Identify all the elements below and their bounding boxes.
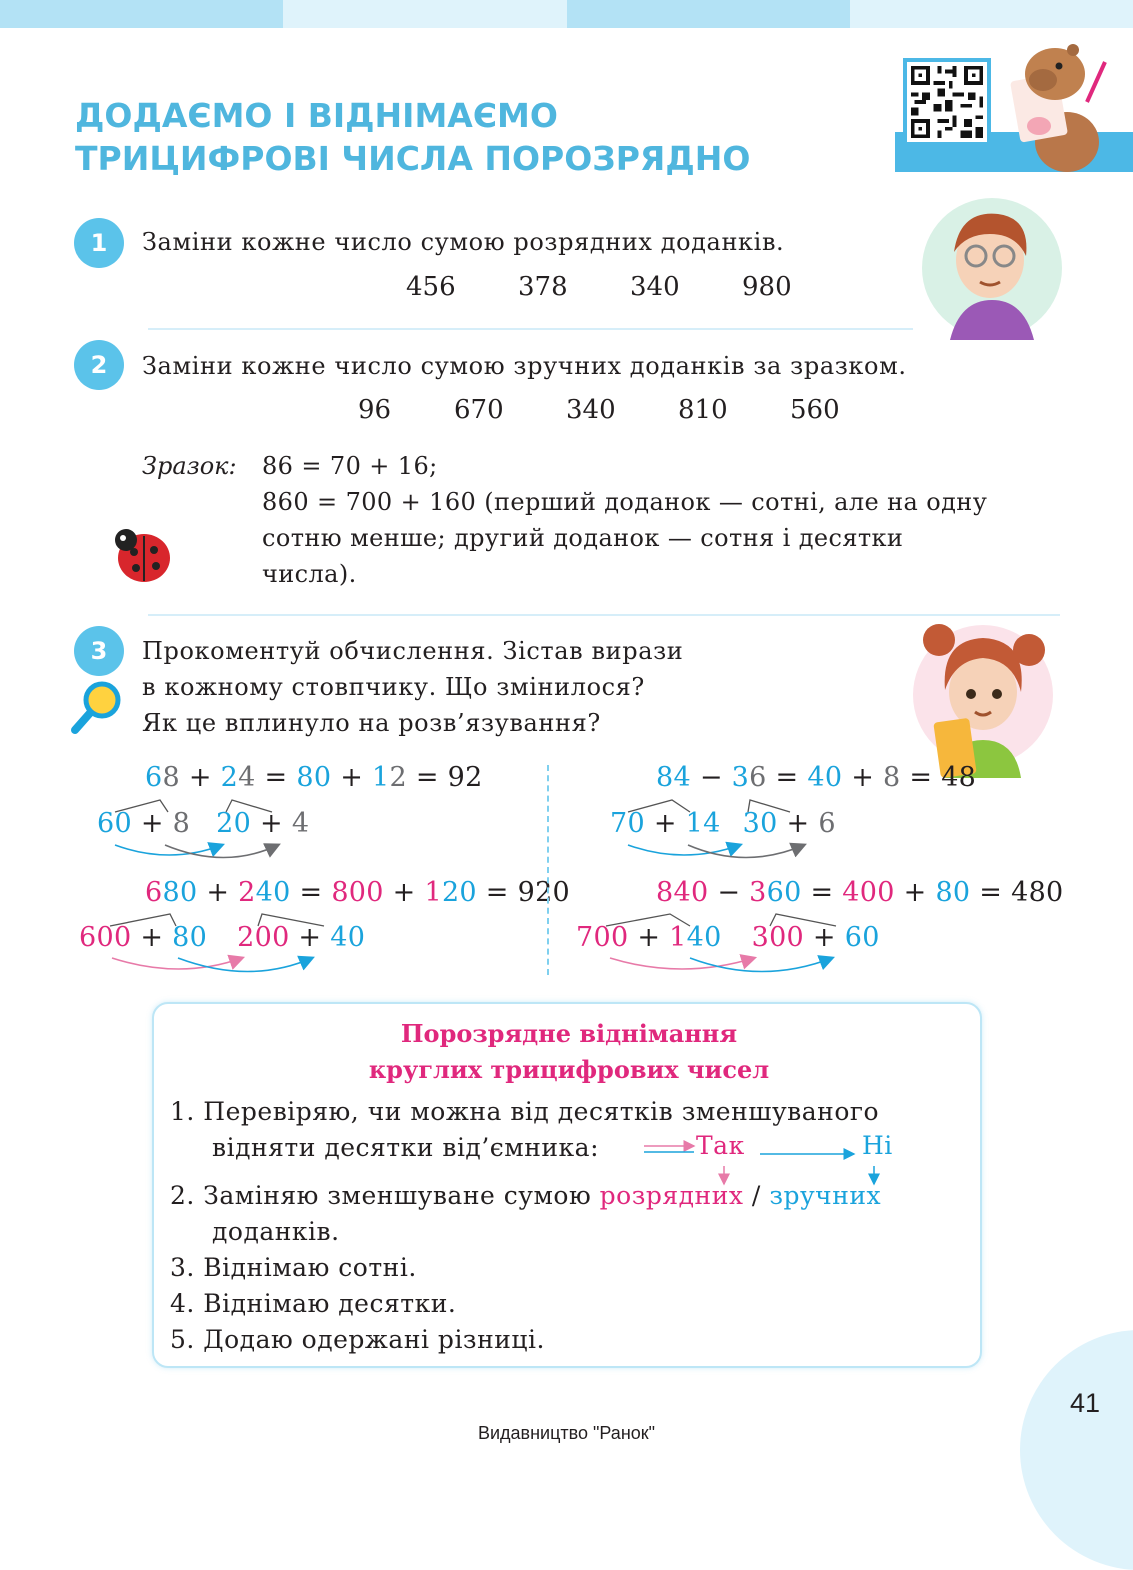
- rule-no: Ні: [862, 1131, 893, 1160]
- task-1-number: 456: [406, 272, 456, 302]
- eq-part: 8: [172, 808, 191, 839]
- eq-digit: 3: [749, 877, 767, 908]
- eq-operator: +: [131, 922, 173, 953]
- equation-3-split: [79, 922, 365, 953]
- eq-part: 14: [685, 808, 721, 839]
- eq-operator: +: [644, 808, 686, 839]
- rule-step-2: [170, 1178, 881, 1214]
- rule-step-5: 5. Додаю одержані різниці.: [170, 1325, 545, 1354]
- title-line-2: ТРИЦИФРОВІ ЧИСЛА ПОРОЗРЯДНО: [75, 139, 751, 178]
- ladybug-icon: [106, 518, 178, 592]
- rule-step-2-separator: /: [751, 1181, 761, 1210]
- eq-part: 700: [576, 922, 629, 953]
- eq-part: 300: [751, 922, 805, 953]
- eq-operator: +: [331, 762, 373, 793]
- magnifier-icon: [70, 680, 122, 740]
- equation-4: [656, 877, 1064, 908]
- sample-text: [262, 448, 1062, 592]
- task-3-line: Прокоментуй обчислення. Зістав вирази: [142, 637, 684, 665]
- eq-digit: 1: [424, 877, 442, 908]
- rule-step-2-cont: доданків.: [212, 1217, 340, 1246]
- rule-step-3: 3. Віднімаю сотні.: [170, 1253, 417, 1282]
- eq-operator: +: [251, 808, 292, 839]
- column-divider: [547, 765, 549, 975]
- task-1-number: 980: [742, 272, 792, 302]
- eq-part: 80: [172, 922, 208, 953]
- eq-part: 84: [656, 762, 691, 793]
- eq-part: 400: [842, 877, 895, 908]
- eq-part: 4: [291, 808, 310, 839]
- task-3-text: [142, 633, 683, 741]
- eq-part: 20: [216, 808, 252, 839]
- eq-part: 60: [97, 808, 132, 839]
- task-1-number: 340: [630, 272, 680, 302]
- rule-title-line-2: круглих трицифрових чисел: [368, 1055, 770, 1084]
- rule-step-2-option-1: розрядних: [599, 1181, 744, 1210]
- eq-part: 60: [844, 922, 880, 953]
- eq-part: 70: [610, 808, 645, 839]
- sample-label: Зразок:: [142, 452, 237, 480]
- eq-operator: =: [801, 877, 843, 908]
- eq-operator: +: [131, 808, 173, 839]
- rule-step-1-cont: відняти десятки від’ємника:: [212, 1133, 599, 1162]
- equation-3: [145, 877, 570, 908]
- eq-result: = 480: [970, 877, 1064, 908]
- eq-operator: +: [179, 762, 221, 793]
- task-1-numbers: [406, 272, 854, 302]
- eq-digit: 40: [255, 877, 291, 908]
- task-2-number: 340: [566, 395, 616, 425]
- eq-part: 80: [935, 877, 971, 908]
- equation-1-split: [97, 808, 309, 839]
- eq-digit: 60: [766, 877, 802, 908]
- qr-code-icon[interactable]: [903, 58, 991, 146]
- eq-result: = 92: [406, 762, 483, 793]
- task-1-badge: 1: [74, 218, 124, 268]
- rule-step-1: 1. Перевіряю, чи можна від десятків зменшуваного: [170, 1097, 880, 1126]
- eq-part: 800: [331, 877, 384, 908]
- eq-digit: 2: [389, 762, 407, 793]
- eq-operator: =: [255, 762, 297, 793]
- task-1-text: Заміни кожне число сумою розрядних доданків.: [142, 228, 785, 256]
- task-1-number: 378: [518, 272, 568, 302]
- girl-icon: [905, 600, 1065, 784]
- eq-part: 8: [883, 762, 901, 793]
- eq-operator: =: [290, 877, 332, 908]
- eq-operator: +: [804, 922, 845, 953]
- eq-digit: 4: [238, 762, 256, 793]
- eq-part: 40: [807, 762, 843, 793]
- eq-part: 80: [296, 762, 332, 793]
- eq-digit: 40: [686, 922, 722, 953]
- sample-line: 860 = 700 + 160 (перший доданок — сотні, але на одну: [262, 488, 988, 516]
- eq-operator: +: [289, 922, 331, 953]
- rule-yes: Так: [696, 1131, 745, 1160]
- eq-part: 200: [237, 922, 290, 953]
- eq-digit: 80: [162, 877, 198, 908]
- page-title: [75, 94, 750, 180]
- eq-digit: 6: [749, 762, 767, 793]
- eq-operator: +: [197, 877, 239, 908]
- equation-2: [656, 762, 976, 793]
- task-3-line: Як це вплинуло на розв’язування?: [142, 709, 601, 737]
- equation-1: [145, 762, 483, 793]
- task-2-text: Заміни кожне число сумою зручних доданків за зразком.: [142, 352, 907, 380]
- eq-digit: 20: [441, 877, 477, 908]
- eq-operator: +: [842, 762, 884, 793]
- eq-part: 600: [79, 922, 132, 953]
- sample-line: 86 = 70 + 16;: [262, 452, 438, 480]
- eq-digit: 1: [669, 922, 687, 953]
- sample-line: числа).: [262, 560, 357, 588]
- boy-icon: [920, 190, 1065, 349]
- rule-box: [152, 1002, 982, 1368]
- eq-result: = 48: [900, 762, 977, 793]
- title-line-1: ДОДАЄМО І ВІДНІМАЄМО: [75, 96, 558, 135]
- eq-digit: 3: [731, 762, 750, 793]
- eq-part: 40: [330, 922, 366, 953]
- task-3-line: в кожному стовпчику. Що змінилося?: [142, 673, 645, 701]
- task-2-number: 670: [454, 395, 504, 425]
- top-color-bar: [0, 0, 1133, 28]
- capybara-icon: [995, 32, 1120, 172]
- task-2-numbers: [358, 395, 870, 425]
- eq-part: 6: [818, 808, 836, 839]
- eq-digit: 8: [162, 762, 180, 793]
- sample-line: сотню менше; другий доданок — сотня і десятки: [262, 524, 904, 552]
- eq-operator: =: [766, 762, 808, 793]
- eq-digit: 6: [145, 877, 163, 908]
- divider: [148, 328, 913, 330]
- eq-digit: 2: [220, 762, 239, 793]
- task-2-badge: 2: [74, 340, 124, 390]
- eq-result: = 920: [476, 877, 571, 908]
- eq-operator: +: [894, 877, 936, 908]
- equation-2-split: [610, 808, 836, 839]
- rule-step-4: 4. Віднімаю десятки.: [170, 1289, 457, 1318]
- task-2-number: 560: [790, 395, 840, 425]
- eq-part: 840: [656, 877, 709, 908]
- eq-operator: −: [708, 877, 750, 908]
- eq-operator: −: [690, 762, 732, 793]
- task-2-number: 810: [678, 395, 728, 425]
- task-2-number: 96: [358, 395, 392, 425]
- eq-digit: 6: [145, 762, 163, 793]
- eq-part: 30: [742, 808, 778, 839]
- eq-operator: +: [628, 922, 670, 953]
- eq-digit: 1: [372, 762, 390, 793]
- publisher: Видавництво "Ранок": [477, 1423, 656, 1443]
- eq-operator: +: [777, 808, 819, 839]
- eq-operator: +: [383, 877, 425, 908]
- rule-title-line-1: Порозрядне віднімання: [400, 1019, 738, 1048]
- eq-digit: 2: [238, 877, 256, 908]
- rule-step-2-option-2: зручних: [769, 1181, 882, 1210]
- task-3-badge: 3: [74, 626, 124, 676]
- equation-4-split: [576, 922, 880, 953]
- rule-step-2-text: 2. Заміняю зменшуване сумою: [170, 1181, 592, 1210]
- page-corner: [1020, 1330, 1133, 1570]
- page-number: 41: [1070, 1388, 1101, 1418]
